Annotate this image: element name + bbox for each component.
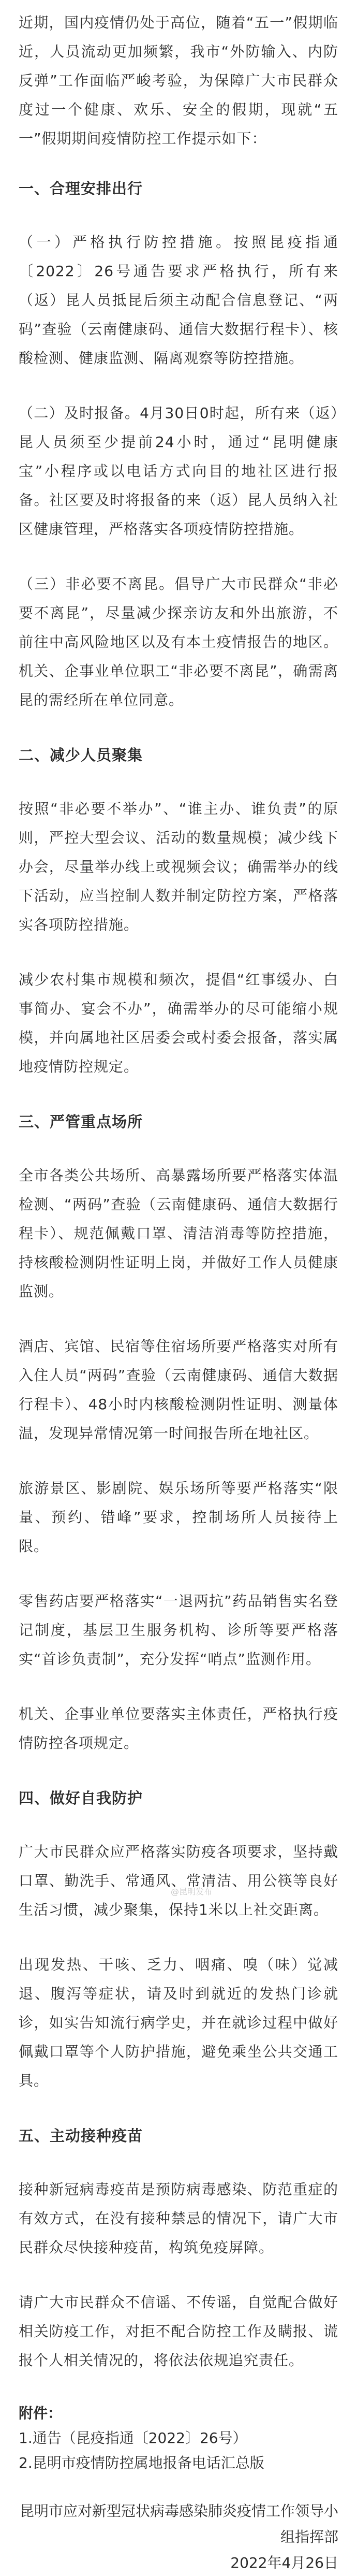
attachment-item: 1.通告（昆疫指通〔2022〕26号） bbox=[19, 2429, 247, 2447]
attachments bbox=[19, 2401, 338, 2476]
section-heading: 三、严管重点场所 bbox=[19, 1113, 143, 1131]
section-heading: 五、主动接种疫苗 bbox=[19, 2127, 143, 2145]
section-paragraph: （二）及时报备。4月30日0时起，所有来（返）昆人员须至少提前24小时，通过“昆明健康宝”小程序或以电话方式向目的地社区进行报备。社区要及时将报备的来（返）昆人员纳入社区健康管理，严格落实各项疫情防控措施。 bbox=[19, 404, 338, 538]
section-heading: 四、做好自我防护 bbox=[19, 1789, 143, 1807]
section-paragraph: 按照“非必要不举办”、“谁主办、谁负责”的原则，严控大型会议、活动的数量规模；减少线下办会，尽量举办线上或视频会议；确需举办的线下活动，应当控制人数并制定防控方案，严格落实各项防控措施。 bbox=[19, 800, 338, 933]
section-paragraph: 接种新冠病毒疫苗是预防病毒感染、防范重症的有效方式，在没有接种禁忌的情况下，请广大市民群众尽快接种疫苗，构筑免疫屏障。 bbox=[19, 2181, 338, 2256]
section-paragraph: 出现发热、干咳、乏力、咽痛、嗅（味）觉减退、腹泻等症状，请及时到就近的发热门诊就诊，如实告知流行病学史，并在就诊过程中做好佩戴口罩等个人防护措施，避免乘坐公共交通工具。 bbox=[19, 1956, 338, 2089]
section-paragraph: 广大市民群众应严格落实防疫各项要求，坚持戴口罩、勤洗手、常通风、常清洁、用公筷等良好生活习惯，减少聚集，保持1米以上社交距离。 bbox=[19, 1843, 338, 1918]
watermark-text: @昆明发布 bbox=[171, 1887, 213, 1897]
attachment-item: 2.昆明市疫情防控属地报备电话汇总版 bbox=[19, 2454, 264, 2471]
signature-org: 昆明市应对新型冠状病毒感染肺炎疫情工作领导小组指挥部 bbox=[19, 2502, 338, 2545]
section-heading: 二、减少人员聚集 bbox=[19, 746, 143, 764]
section-paragraph: 酒店、宾馆、民宿等住宿场所要严格落实对所有入住人员“两码”查验（云南健康码、通信大数据行程卡）、48小时内核酸检测阴性证明、测量体温，发现异常情况第一时间报告所在地社区。 bbox=[19, 1338, 338, 1442]
section-paragraph: （一）严格执行防控措施。按照昆疫指通〔2022〕26号通告要求严格执行，所有来（返）昆人员抵昆后须主动配合信息登记、“两码”查验（云南健康码、通信大数据行程卡）、核酸检测、健康监测、隔离观察等防控措施。 bbox=[19, 234, 338, 367]
section-paragraph: 减少农村集市规模和频次，提倡“红事缓办、白事简办、宴会不办”，确需举办的尽可能缩小规模，并向属地社区居委会或村委会报备，落实属地疫情防控规定。 bbox=[19, 971, 338, 1075]
section-reduce-gathering bbox=[19, 741, 338, 1081]
section-heading: 一、合理安排出行 bbox=[19, 180, 143, 197]
section-vaccination bbox=[19, 2121, 338, 2375]
section-paragraph: 请广大市民群众不信谣、不传谣，自觉配合做好相关防疫工作，对拒不配合防控工作及瞒报、谎报个人相关情况的，将依法依规追究责任。 bbox=[19, 2294, 338, 2369]
signature-date: 2022年4月26日 bbox=[230, 2554, 338, 2571]
attachments-title: 附件： bbox=[19, 2405, 63, 2422]
section-paragraph: 旅游景区、影剧院、娱乐场所等要严格落实“限量、预约、错峰”要求，控制场所人员接待上限。 bbox=[19, 1480, 338, 1555]
section-travel bbox=[19, 174, 338, 715]
section-paragraph: （三）非必要不离昆。倡导广大市民群众“非必要不离昆”，尽量减少探亲访友和外出旅游，不前往中高风险地区以及有本土疫情报告的地区。机关、企事业单位职工“非必要不离昆”，确需离昆的需经所在单位同意。 bbox=[19, 575, 338, 708]
section-paragraph: 零售药店要严格落实“一退两抗”药品销售实名登记制度，基层卫生服务机构、诊所等要严格落实“首诊负责制”，充分发挥“哨点”监测作用。 bbox=[19, 1593, 338, 1668]
intro-paragraph: 近期，国内疫情仍处于高位，随着“五一”假期临近，人员流动更加频繁，我市“外防输入、内防反弹”工作面临严峻考验，为保障广大市民群众度过一个健康、欢乐、安全的假期，现就“五一”假期期间疫情防控工作提示如下： bbox=[19, 14, 338, 147]
section-paragraph: 全市各类公共场所、高暴露场所要严格落实体温检测、“两码”查验（云南健康码、通信大数据行程卡）、规范佩戴口罩、清洁消毒等防控措施，持核酸检测阴性证明上岗，并做好工作人员健康监测。 bbox=[19, 1167, 338, 1300]
section-key-venues bbox=[19, 1107, 338, 1758]
section-self-protection bbox=[19, 1784, 338, 2095]
section-paragraph: 机关、企事业单位要落实主体责任，严格执行疫情防控各项规定。 bbox=[19, 1705, 338, 1752]
signature bbox=[19, 2498, 338, 2576]
